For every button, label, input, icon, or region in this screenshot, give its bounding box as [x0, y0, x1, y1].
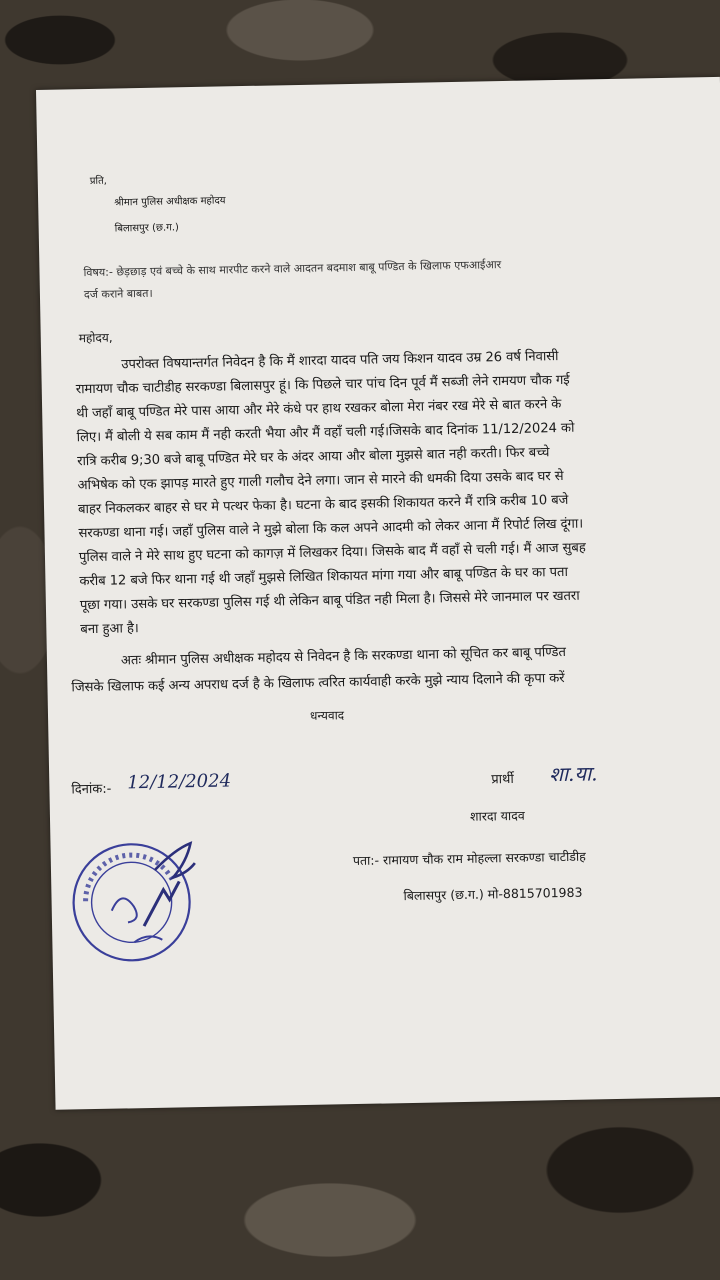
subject-line-1: विषय:- छेड़छाड़ एवं बच्चे के साथ मारपीट करने वाले आदतन बदमाश बाबू पण्डित के खिलाफ एफआईआर [83, 258, 502, 280]
applicant-label: प्रार्थी [491, 771, 514, 788]
applicant-address-line-1: पता:- रामायण चौक राम मोहल्ला सरकण्डा चाटीडीह [352, 848, 586, 869]
letter-document [36, 77, 720, 1110]
body-line: पुलिस वाले ने मेरे साथ हुए घटना को कागज़ में लिखकर दिया। जिसके बाद मैं वहाँ से चली गई। मैं आज सुबह [78, 540, 586, 566]
salutation: महोदय, [78, 330, 113, 346]
stamp-seal-icon [62, 829, 215, 982]
letter-paper [36, 77, 720, 1110]
body-line: बना हुआ है। [80, 621, 139, 638]
body-line: सरकण्डा थाना गई। जहाँ पुलिस वाले ने मुझे बोला कि कल अपने आदमी को लेकर आना मैं रिपोर्ट लिख दूंगा। [78, 516, 584, 542]
body-line: पूछा गया। उसके घर सरकण्डा पुलिस गई थी लेकिन बाबू पंडित नही मिला है। जिससे मेरे जानमाल पर खतरा [79, 588, 580, 614]
address-recipient: श्रीमान पुलिस अधीक्षक महोदय [114, 195, 226, 209]
applicant-address-line-2: बिलासपुर (छ.ग.) मो-8815701983 [403, 884, 583, 904]
date-value-handwritten: 12/12/2024 [127, 770, 232, 794]
thanks-text: धन्यवाद [309, 708, 345, 723]
body-line: उपरोक्त विषयान्तर्गत निवेदन है कि मैं शारदा यादव पति जय किशन यादव उम्र 26 वर्ष निवासी [121, 349, 559, 373]
body-line: अभिषेक को एक झापड़ मारते हुए गाली गलौच देने लगा। जान से मारने की धमकी दिया उसके बाद घर से [77, 468, 564, 494]
body-line: थी जहाँ बाबू पण्डित मेरे पास आया और मेरे कंधे पर हाथ रखकर बोला मेरा नंबर रख मेरे से बात करने के [76, 396, 562, 422]
address-city: बिलासपुर (छ.ग.) [114, 222, 179, 235]
body-line: बाहर निकलकर बाहर से घर मे पत्थर फेका है। घटना के बाद इसकी शिकायत करने मैं रात्रि करीब 10 बजे [77, 492, 569, 518]
request-line: जिसके खिलाफ कई अन्य अपराध दर्ज है के खिलाफ त्वरित कार्यवाही करके मुझे न्याय दिलाने की कृपा करें [71, 670, 565, 696]
body-line: रात्रि करीब 9;30 बजे बाबू पण्डित मेरे घर के अंदर आया और बोला मुझसे बात नही करती। फिर बच्चे [77, 445, 550, 470]
subject-line-2: दर्ज कराने बाबत। [83, 286, 153, 302]
applicant-signature: शा.या. [549, 761, 598, 787]
body-line: रामायण चौक चाटीडीह सरकण्डा बिलासपुर हूं। कि पिछले चार पांच दिन पूर्व मैं सब्जी लेने रामयण चौक गई [75, 372, 570, 398]
request-line: अतः श्रीमान पुलिस अधीक्षक महोदय से निवेदन है कि सरकण्डा थाना को सूचित कर बाबू पण्डित [120, 644, 566, 669]
body-line: करीब 12 बजे फिर थाना गई थी जहाँ मुझसे लिखित शिकायत मांगा गया और बाबू पण्डित के घर का पता [79, 564, 568, 590]
address-to: प्रति, [89, 175, 108, 187]
date-label: दिनांक:- [71, 781, 112, 798]
applicant-name: शारदा यादव [469, 807, 525, 824]
office-stamp [62, 829, 215, 982]
body-line: लिए। मैं बोली ये सब काम मैं नही करती भैया और मैं वहाँ चली गई।जिसके बाद दिनांक 11/12/2024 को [76, 420, 575, 446]
